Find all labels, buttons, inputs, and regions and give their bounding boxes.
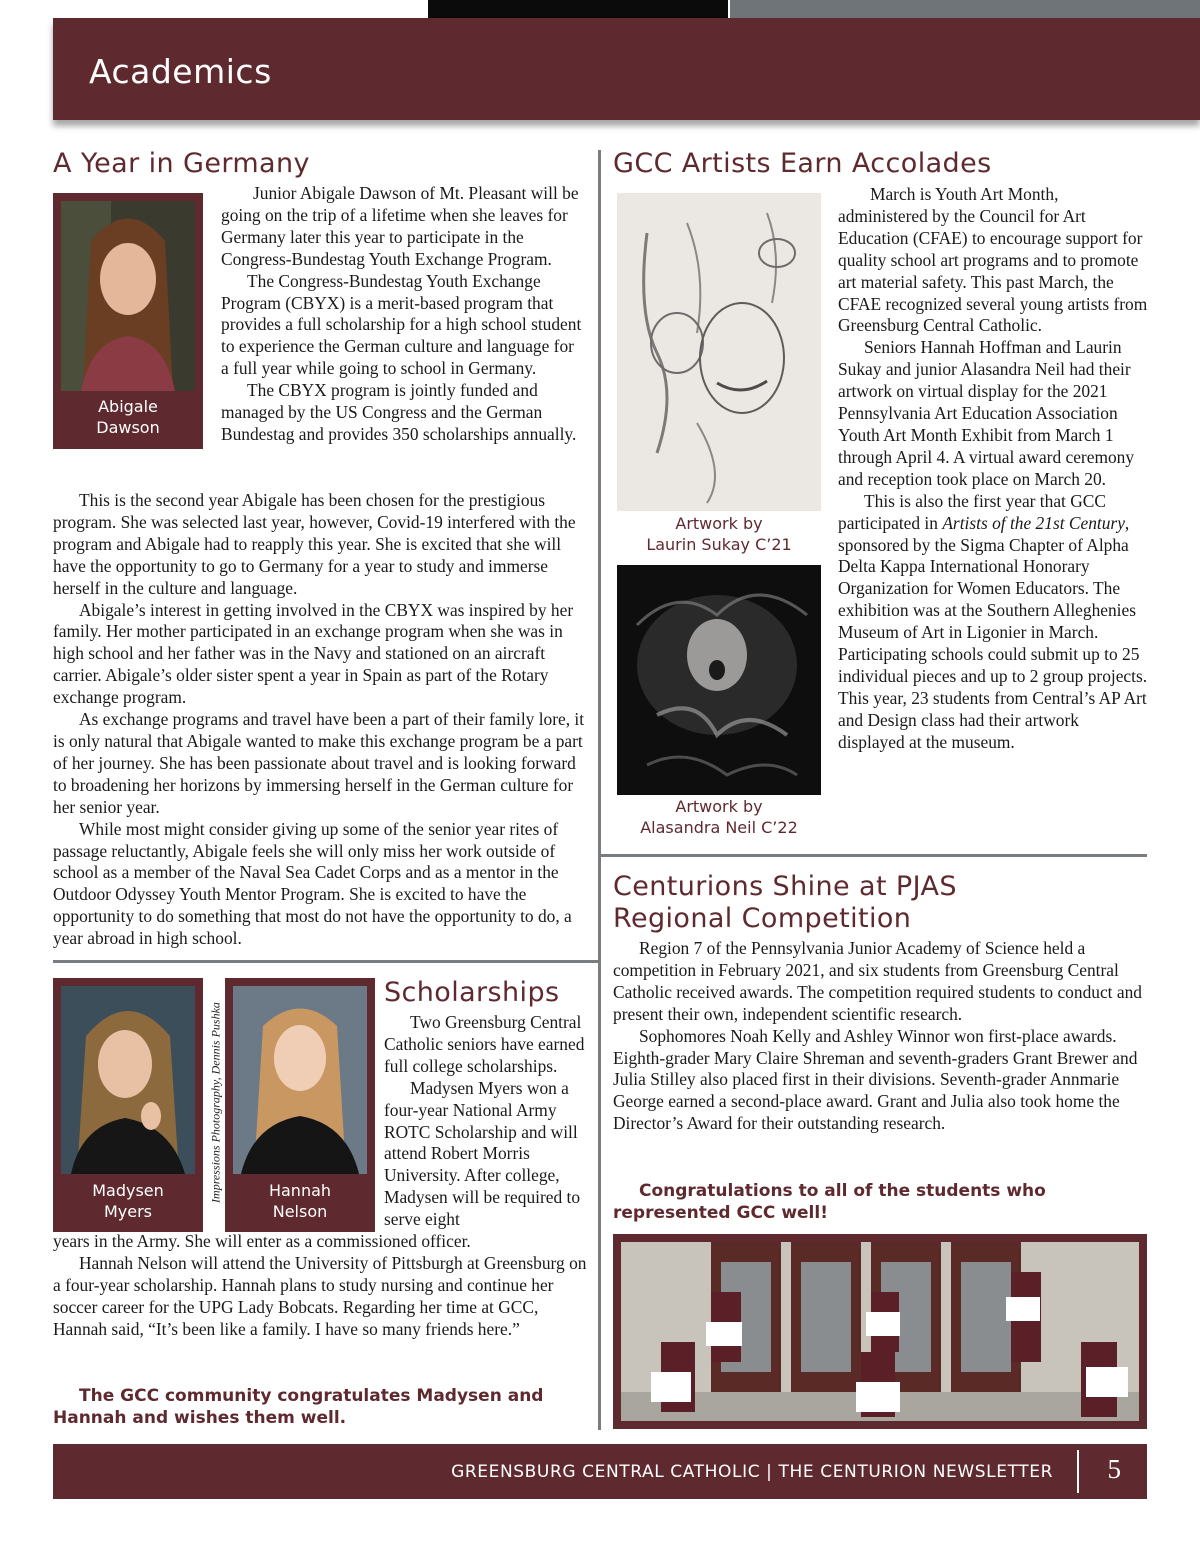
section-divider-left: [53, 960, 598, 963]
pjas-photo-frame: [613, 1234, 1147, 1429]
photo-credit: Impressions Photography, Dennis Pushka: [208, 1002, 223, 1203]
page-number: 5: [1107, 1454, 1121, 1484]
scholarships-callout: The GCC community congratulates Madysen and Hannah and wishes them well.: [53, 1386, 544, 1428]
artists-title: GCC Artists Earn Accolades: [613, 148, 992, 179]
pjas-group-photo: [621, 1242, 1139, 1421]
abigale-photo-frame: [53, 193, 203, 449]
artists-p3: This is also the first year that GCC participated in Artists of the 21st Century, sponsored by the Sigma Chapter of Alpha Delta Kappa International Honorary Organization for Women Educators. The exhibition was at the Southern Alleghenies Museum of Art in Ligonier in March. Participating schools could submit up to 25 individual pieces and up to 2 group projects. This year, 23 students from Central’s AP Art and Design class had their artwork displayed at the museum.: [838, 490, 1148, 752]
madysen-photo: [61, 986, 195, 1174]
germany-text-top: Junior Abigale Dawson of Mt. Pleasant will be going on the trip of a lifetime when she leaves for Germany later this year to participate in the Congress-Bundestag Youth Exchange Program. The Congress-Bundestag Youth Exchange Program (CBYX) is a merit-based program that provides a full scholarship for a high school student to experience the German culture and language for a full year while going to school in Germany. The CBYX program is jointly funded and managed by the US Congress and the German Bundestag and provides 350 scholarships annually.: [221, 183, 582, 444]
hannah-photo-frame: [225, 978, 375, 1232]
scholarships-title: Scholarships: [384, 977, 560, 1008]
section-header: [53, 18, 1200, 120]
scholarships-text-bottom: years in the Army. She will enter as a commissioned officer. Hannah Nelson will attend the University of Pittsburgh at Greensburg on a four-year scholarship. Hannah plans to study nursing and continue her soccer career for the UPG Lady Bobcats. Regarding her time at GCC, Hannah said, “It’s been like a family. I have so many friends here.”: [53, 1231, 587, 1339]
section-divider-right: [601, 854, 1147, 857]
artwork-sukay: [617, 193, 821, 511]
footer-separator: [1077, 1450, 1079, 1493]
scholarships-text-top: Two Greensburg Central Catholic seniors have earned full college scholarships. Madysen Myers won a four-year National Army ROTC Scholarship and will attend Robert Morris University. After college, Madysen will be required to serve eight: [384, 1012, 585, 1230]
hannah-photo: [233, 986, 367, 1174]
artwork-neil-caption: Artwork by Alasandra Neil C’22: [640, 797, 798, 837]
abigale-photo: [61, 201, 195, 391]
madysen-photo-frame: [53, 978, 203, 1232]
column-divider: [598, 150, 601, 1430]
section-title: Academics: [89, 52, 272, 91]
madysen-caption: Madysen Myers: [92, 1181, 164, 1221]
abigale-caption: Abigale Dawson: [96, 397, 160, 437]
germany-text-bottom: This is the second year Abigale has been chosen for the prestigious program. She was selected last year, however, Covid-19 interfered with the program and Abigale had to reapply this year. She is excited that she will have the opportunity to go to Germany for a year to study and immerse herself in the culture and language. Abigale’s interest in getting involved in the CBYX was inspired by her family. Her mother participated in an exchange program when she was in high school and her father was in the Navy and stationed on an aircraft carrier. Abigale’s older sister spent a year in Spain as part of the Rotary exchange program. As exchange programs and travel have been a part of their family lore, it is only natural that Abigale wanted to make this exchange program be a part of her journey. She has been passionate about travel and is looking forward to broadening her horizons by immersing herself in the German culture for her senior year. While most might consider giving up some of the senior year rites of passage reluctantly, Abigale feels she will only miss her work outside of school as a member of the Naval Sea Cadet Corps and as a mentor in the Outdoor Odyssey Youth Mentor Program. She is excited to have the opportunity to do something that most do not have the opportunity to do, a year abroad in high school.: [53, 490, 585, 949]
footer: [53, 1444, 1147, 1499]
hannah-caption: Hannah Nelson: [268, 1181, 332, 1221]
artwork-neil: [617, 565, 821, 795]
artists-text: March is Youth Art Month, administered by the Council for Art Education (CFAE) to encourage support for quality school art programs and to promote art material safety. This past March, the CFAE recognized several young artists from Greensburg Central Catholic. Seniors Hannah Hoffman and Laurin Sukay and junior Alasandra Neil had their artwork on virtual display for the 2021 Pennsylvania Art Education Association Youth Art Month Exhibit from March 1 through April 4. A virtual award ceremony and reception took place on March 20. This is also the first year that GCC participated in Artists of the 21st Century, sponsored by the Sigma Chapter of Alpha Delta Kappa International Honorary Organization for Women Educators. The exhibition was at the Southern Alleghenies Museum of Art in Ligonier in March. Participating schools could submit up to 25 individual pieces and up to 2 group projects. This year, 23 students from Central’s AP Art and Design class had their artwork displayed at the museum.: [838, 184, 1148, 752]
pjas-callout: Congratulations to all of the students who represented GCC well!: [613, 1181, 1046, 1223]
footer-text: GREENSBURG CENTRAL CATHOLIC | THE CENTURION NEWSLETTER: [451, 1462, 1053, 1482]
pjas-title: Centurions Shine at PJAS Regional Competition: [613, 871, 957, 934]
header-accent-black: [428, 0, 728, 18]
artwork-sukay-caption: Artwork by Laurin Sukay C’21: [646, 514, 792, 554]
pjas-text: Region 7 of the Pennsylvania Junior Academy of Science held a competition in February 2021, and six students from Greensburg Central Catholic received awards. The competition required students to conduct and present their own, independent scientific research. Sophomores Noah Kelly and Ashley Winnor won first-place awards. Eighth-grader Mary Claire Shreman and seventh-graders Grant Brewer and Julia Stilley also placed first in their divisions. Seventh-grader Annmarie George earned a second-place award. Grant and Julia also took home the Director’s Award for their outstanding research.: [613, 938, 1142, 1134]
germany-title: A Year in Germany: [53, 148, 310, 179]
